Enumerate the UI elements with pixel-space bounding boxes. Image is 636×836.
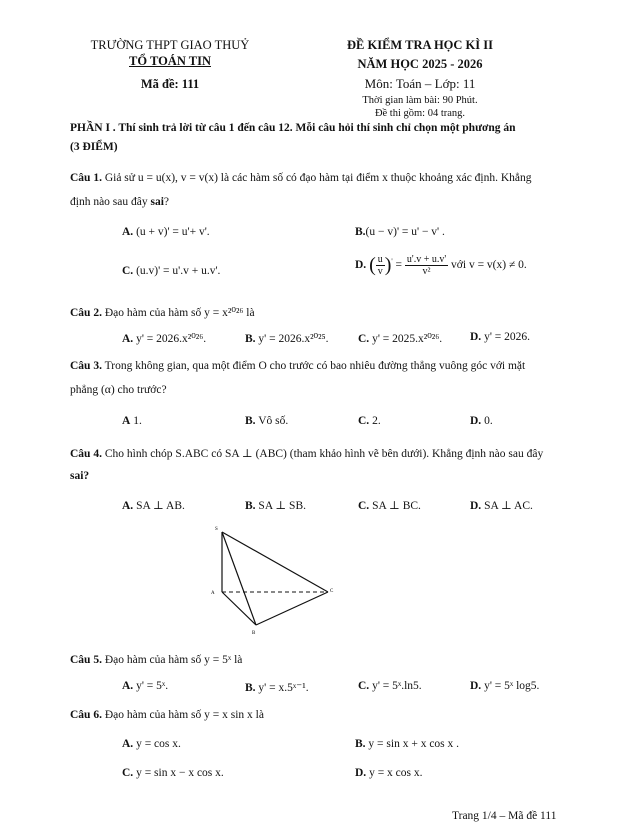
question-3-text-cont: phẳng (α) cho trước?	[70, 384, 167, 396]
q2-option-a[interactable]: A. y' = 2026.x²⁰²⁶.	[122, 333, 207, 345]
q2-option-d[interactable]: D. y' = 2026.	[470, 331, 530, 343]
pyramid-figure	[200, 520, 345, 640]
department-name: TỔ TOÁN TIN	[129, 54, 211, 68]
page-count: Đề thi gồm: 04 trang.	[374, 108, 466, 119]
q5-option-d[interactable]: D. y' = 5ˣ log5.	[470, 680, 540, 692]
q5-option-a[interactable]: A. y' = 5ˣ.	[122, 680, 169, 692]
label-s: S	[215, 527, 218, 532]
q5-option-b[interactable]: B. y' = x.5ˣ⁻¹.	[245, 682, 309, 694]
question-1-text: Câu 1. Giả sử u = u(x), v = v(x) là các hàm số có đạo hàm tại điểm x thuộc khoảng xác định. Khẳng	[70, 172, 532, 184]
question-6-text: Câu 6. Đạo hàm của hàm số y = x sin x là	[70, 709, 264, 721]
q4-option-d[interactable]: D. SA ⊥ AC.	[470, 500, 533, 512]
q1-option-d[interactable]: D. ( $\frac{u}{v}$ )' = $\frac{u'.v + u.v'}{\text{v²}}$ với v = v(x) ≠ 0.	[355, 254, 527, 277]
question-4-text-cont: sai?	[70, 470, 90, 482]
question-2-text: Câu 2. Đạo hàm của hàm số y = x²⁰²⁶ là	[70, 307, 255, 319]
question-1-text-cont: định nào sau đây sai?	[70, 196, 170, 208]
q4-option-b[interactable]: B. SA ⊥ SB.	[245, 500, 306, 512]
q4-option-a[interactable]: A. SA ⊥ AB.	[122, 500, 185, 512]
subject-line: Môn: Toán – Lớp: 11	[364, 76, 476, 91]
q4-option-c[interactable]: C. SA ⊥ BC.	[358, 500, 421, 512]
q6-option-d[interactable]: D. y = x cos x.	[355, 767, 423, 779]
edge-bc	[256, 592, 328, 625]
q2-option-b[interactable]: B. y' = 2026.x²⁰²⁵.	[245, 333, 329, 345]
q3-option-d[interactable]: D. 0.	[470, 415, 493, 427]
edge-sc	[222, 532, 328, 592]
edge-sb	[222, 532, 256, 625]
q2-option-c[interactable]: C. y' = 2025.x²⁰²⁶.	[358, 333, 443, 345]
part1-instructions: PHẦN I . Thí sinh trả lời từ câu 1 đến câu 12. Mỗi câu hỏi thí sinh chỉ chọn một phương án	[70, 122, 516, 134]
question-5-text: Câu 5. Đạo hàm của hàm số y = 5ˣ là	[70, 654, 243, 666]
exam-code: Mã đề: 111	[140, 77, 200, 91]
time-limit: Thời gian làm bài: 90 Phút.	[362, 95, 478, 106]
q1-option-c[interactable]: C. (u.v)' = u'.v + u.v'.	[122, 265, 221, 277]
q3-option-a[interactable]: A 1.	[122, 415, 142, 427]
edge-ab	[222, 592, 256, 625]
exam-title: ĐỀ KIỂM TRA HỌC KÌ II	[347, 38, 493, 52]
part1-points: (3 ĐIỂM)	[70, 141, 118, 153]
q5-option-c[interactable]: C. y' = 5ˣ.ln5.	[358, 680, 422, 692]
q3-option-c[interactable]: C. 2.	[358, 415, 381, 427]
question-4-text: Câu 4. Cho hình chóp S.ABC có SA ⊥ (ABC) (tham khảo hình vẽ bên dưới). Khẳng định nào sau đây	[70, 448, 544, 460]
school-year: NĂM HỌC 2025 - 2026	[357, 57, 483, 71]
label-c: C	[330, 589, 334, 594]
q1-option-a[interactable]: A. (u + v)' = u'+ v'.	[122, 226, 210, 238]
q3-option-b[interactable]: B. Vô số.	[245, 415, 289, 427]
q6-option-a[interactable]: A. y = cos x.	[122, 738, 181, 750]
page-footer: Trang 1/4 – Mã đề 111	[452, 810, 557, 822]
question-3-text: Câu 3. Trong không gian, qua một điểm O cho trước có bao nhiêu đường thẳng vuông góc với mặt	[70, 360, 526, 372]
label-a: A	[211, 591, 215, 596]
q6-option-b[interactable]: B. y = sin x + x cos x .	[355, 738, 460, 750]
label-b: B	[252, 631, 256, 636]
school-name: TRƯỜNG THPT GIAO THUỶ	[90, 38, 250, 52]
q1-option-b[interactable]: B.(u − v)' = u' − v' .	[355, 226, 445, 238]
q6-option-c[interactable]: C. y = sin x − x cos x.	[122, 767, 224, 779]
